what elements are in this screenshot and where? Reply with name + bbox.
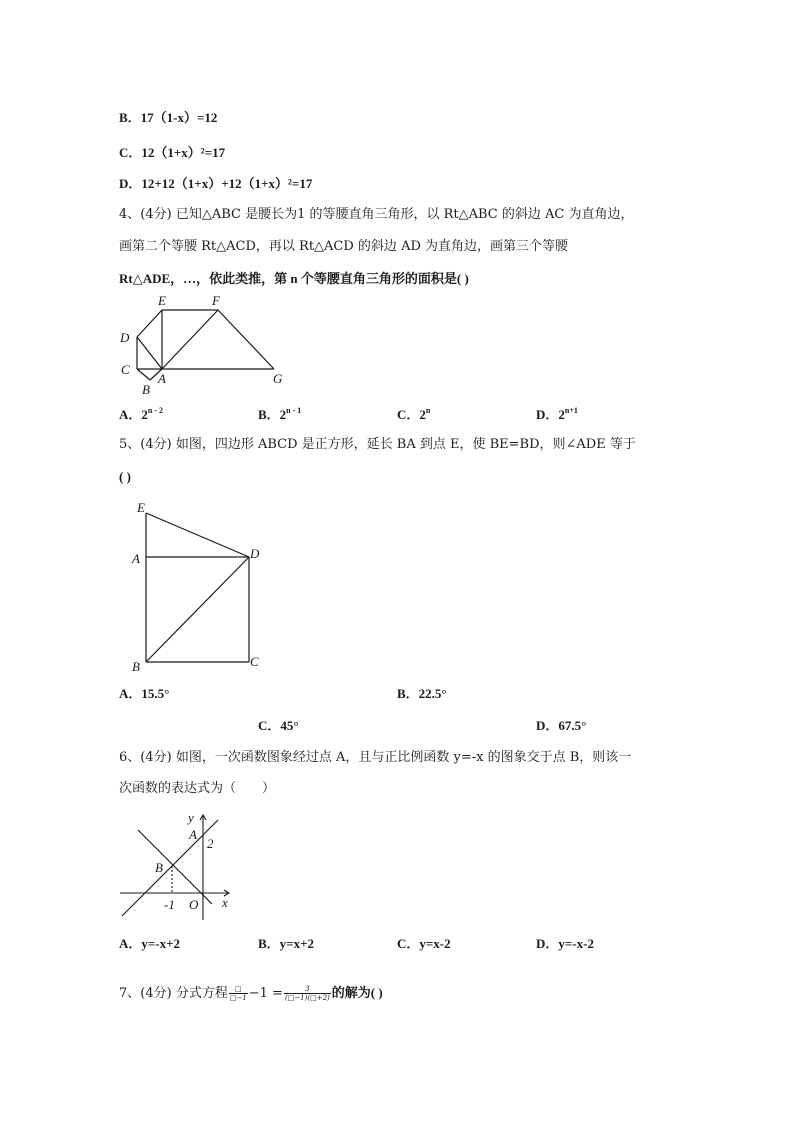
q5-label-d: D: [250, 546, 260, 561]
q7-frac2-num: 3: [284, 985, 331, 994]
q6-label-x: x: [222, 895, 228, 910]
q7-frac1-den: □−1: [229, 994, 247, 1002]
q5-option-d: D．67.5°: [536, 718, 587, 733]
q5-stem-line2: ( ): [119, 469, 131, 484]
q7-fraction-2: [284, 985, 331, 1002]
q5-stem-line1: 5、(4分) 如图，四边形 ABCD 是正方形，延长 BA 到点 E，使 BE=BD，则∠ADE 等于: [119, 437, 636, 452]
q6-stem-line2: 次函数的表达式为（ ）: [119, 781, 276, 796]
q6-label-2: 2: [207, 836, 214, 851]
q4-label-a: A: [158, 371, 166, 386]
q4-stem-line2: 画第二个等腰 Rt△ACD，再以 Rt△ACD 的斜边 AD 为直角边，画第三个等腰: [119, 239, 569, 254]
q4-label-d: D: [120, 330, 130, 345]
q6-option-d: D．y=-x-2: [536, 936, 594, 951]
q7-suffix: 的解为( ): [331, 985, 383, 1000]
q6-option-c: C．y=x-2: [397, 936, 451, 951]
q6-label-o: O: [189, 897, 199, 912]
q4-label-e: E: [158, 293, 166, 308]
q3-option-b: B．17（1-x）=12: [119, 110, 218, 125]
q3-option-c: C．12（1+x）²=17: [119, 145, 226, 160]
q4-option-a: A．2$^{n - 2}$: [119, 406, 164, 422]
q7-prefix: 7、(4分) 分式方程: [119, 986, 228, 1001]
q5-label-c: C: [250, 654, 259, 669]
q4-stem-line3: Rt△ADE，…，依此类推，第 n 个等腰直角三角形的面积是( ): [119, 271, 469, 286]
q4-label-b: B: [142, 382, 150, 397]
q5-label-e: E: [137, 500, 145, 515]
q4-label-f: F: [212, 293, 220, 308]
q6-option-b: B．y=x+2: [258, 936, 314, 951]
q5-label-a: A: [132, 551, 140, 566]
q7-minus-one: −1 =: [248, 986, 283, 1001]
q6-stem-line1: 6、(4分) 如图，一次函数图象经过点 A，且与正比例函数 y=-x 的图象交于点 B，则该一: [119, 750, 632, 765]
q4-label-g: G: [273, 371, 283, 386]
q4-option-d: D．$2^{n+1}$: [536, 406, 578, 422]
q7-stem: [119, 982, 383, 1005]
q4-label-c: C: [121, 362, 130, 377]
q5-option-c: C．45°: [258, 718, 299, 733]
q7-frac2-den: (□−1)(□+2): [284, 994, 330, 1002]
q5-label-b: B: [132, 659, 140, 674]
q7-frac1-num: □: [229, 985, 248, 994]
q4-stem-line1: 4、(4分) 已知△ABC 是腰长为1 的等腰直角三角形，以 Rt△ABC 的斜边 AC 为直角边，: [119, 207, 634, 222]
q5-option-b: B．22.5°: [397, 686, 447, 701]
q4-option-b: B．2$^{n - 1}$: [258, 406, 302, 422]
q5-option-a: A．15.5°: [119, 686, 170, 701]
q4-option-c: C．2$^n$: [397, 406, 431, 422]
q6-label-a: A: [189, 827, 197, 842]
q6-label-neg1: -1: [164, 897, 175, 912]
q6-option-a: A．y=-x+2: [119, 936, 181, 951]
q6-label-b: B: [155, 860, 163, 875]
q6-label-y: y: [188, 810, 194, 825]
q7-fraction-1: [229, 985, 248, 1002]
q3-option-d: D．12+12（1+x）+12（1+x）²=17: [119, 176, 313, 191]
